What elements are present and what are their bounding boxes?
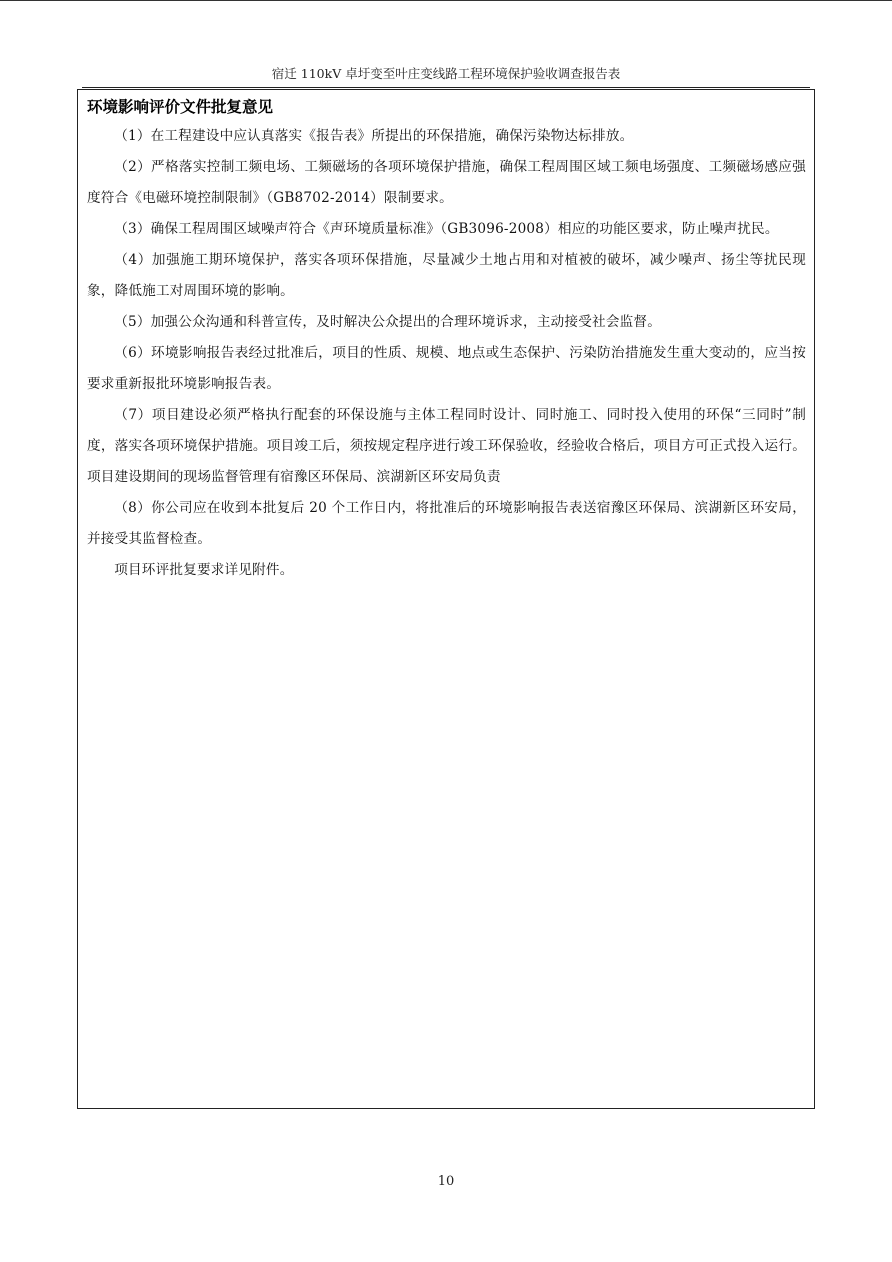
paragraph-3: （3）确保工程周围区域噪声符合《声环境质量标准》（GB3096-2008）相应的功能区要求，防止噪声扰民。 [114, 221, 779, 237]
page-number: 10 [437, 1174, 455, 1189]
paragraph-2: （2）严格落实控制工频电场、工频磁场的各项环境保护措施，确保工程周围区域工频电场强度、工频磁场感应强度符合《电磁环境控制限制》（GB8702-2014）限制要求。 [87, 159, 806, 206]
top-border-line [0, 0, 892, 1]
paragraph-attachment-note: 项目环评批复要求详见附件。 [114, 562, 294, 578]
approval-opinion-box [77, 89, 815, 1109]
paragraph-7: （7）项目建设必须严格执行配套的环保设施与主体工程同时设计、同时施工、同时投入使用的环保“三同时”制度，落实各项环境保护措施。项目竣工后，须按规定程序进行竣工环保验收，经验收合格后，项目方可正式投入运行。项目建设期间的现场监督管理有宿豫区环保局、滨湖新区环安局负责 [87, 407, 806, 485]
paragraph-4: （4）加强施工期环境保护，落实各项环保措施，尽量减少土地占用和对植被的破坏，减少噪声、扬尘等扰民现象，降低施工对周围环境的影响。 [87, 252, 806, 299]
paragraph-5: （5）加强公众沟通和科普宣传，及时解决公众提出的合理环境诉求，主动接受社会监督。 [114, 314, 661, 330]
running-header: 宿迁 110kV 卓圩变至叶庄变线路工程环境保护验收调查报告表 [271, 66, 621, 81]
section-title: 环境影响评价文件批复意见 [87, 98, 274, 116]
paragraph-8: （8）你公司应在收到本批复后 20 个工作日内，将批准后的环境影响报告表送宿豫区环保局、滨湖新区环安局，并接受其监督检查。 [87, 500, 806, 547]
header-rule [82, 87, 810, 88]
paragraph-1: （1）在工程建设中应认真落实《报告表》所提出的环保措施，确保污染物达标排放。 [114, 128, 634, 144]
paragraph-6: （6）环境影响报告表经过批准后，项目的性质、规模、地点或生态保护、污染防治措施发生重大变动的，应当按要求重新报批环境影响报告表。 [87, 345, 806, 392]
